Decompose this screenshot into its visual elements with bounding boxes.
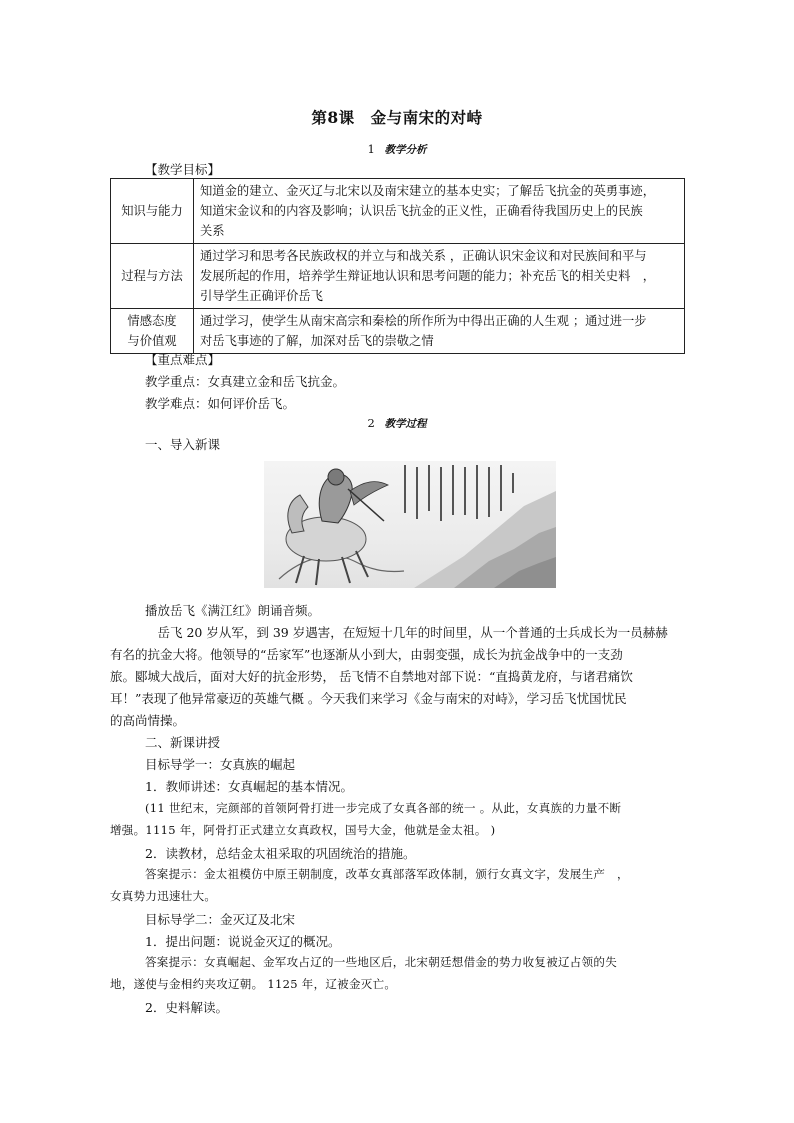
goal-line: 知道宋金议和的内容及影响；认识岳飞抗金的正义性，正确看待我国历史上的民族	[200, 204, 643, 218]
section-label: 教学分析	[384, 144, 427, 156]
goal-line: 知道金的建立、金灭辽与北宋以及南宋建立的基本史实；了解岳飞抗金的英勇事迹，	[200, 184, 655, 198]
yuefei-illustration	[264, 461, 556, 588]
goal-label-line: 情感态度	[127, 314, 177, 328]
intro-line: 耳！”表现了他异常豪迈的英雄气概 。今天我们来学习《金与南宋的对峙》，学习岳飞忧国忧民	[110, 691, 627, 706]
intro-line: 岳飞 20 岁从军，到 39 岁遇害，在短短十几年的时间里，从一个普通的士兵成长为一员赫赫	[145, 625, 668, 640]
goal-row	[111, 244, 685, 309]
goal-line: 对岳飞事迹的了解，加深对岳飞的崇敬之情	[200, 334, 434, 348]
item: 2．读教材，总结金太祖采取的巩固统治的措施。	[145, 846, 416, 861]
key-heading: 【重点难点】	[145, 352, 221, 367]
item: 1．提出问题：说说金灭辽的概况。	[145, 934, 341, 949]
section-heading-analysis	[0, 142, 794, 157]
goals-heading: 【教学目标】	[145, 162, 221, 177]
difficult-point: 教学难点：如何评价岳飞。	[145, 396, 296, 411]
goal-content	[194, 179, 685, 244]
goal-label	[111, 309, 194, 354]
goal-line: 通过学习，使学生从南宋高宗和秦桧的所作所为中得出正确的人生观 ；通过进一步	[200, 314, 647, 328]
note-line: 增强。1115 年，阿骨打正式建立女真政权，国号大金，他就是金太祖。 )	[110, 823, 496, 837]
intro-line: 旅。郾城大战后，面对大好的抗金形势， 岳飞情不自禁地对部下说：“直捣黄龙府，与诸君痛饮	[110, 669, 633, 684]
goal-line: 关系	[200, 224, 225, 238]
yuefei-illustration-art	[264, 461, 556, 588]
goal-line: 发展所起的作用，培养学生辩证地认识和思考问题的能力；补充岳飞的相关史料 ，	[200, 269, 655, 283]
target-heading: 目标导学一：女真族的崛起	[145, 757, 296, 772]
section-number: 1	[367, 142, 375, 156]
lesson-title: 第8课 金与南宋的对峙	[311, 108, 483, 127]
teaching-goals-table	[110, 178, 685, 354]
item: 1．教师讲述：女真崛起的基本情况。	[145, 779, 353, 794]
section-label: 教学过程	[384, 418, 427, 430]
goal-content	[194, 244, 685, 309]
goal-row	[111, 179, 685, 244]
note-line: (11 世纪末，完颜部的首领阿骨打进一步完成了女真各部的统一 。从此，女真族的力量不断	[145, 801, 622, 815]
answer-line: 女真势力迅速壮大。	[110, 889, 217, 903]
answer-line: 答案提示：女真崛起、金军攻占辽的一些地区后，北宋朝廷想借金的势力收复被辽占领的失	[145, 955, 617, 969]
section-heading-process	[0, 416, 794, 431]
goal-label-line: 与价值观	[127, 334, 177, 348]
goal-content	[194, 309, 685, 354]
answer-line: 答案提示：金太祖模仿中原王朝制度，改革女真部落军政体制，颁行女真文字，发展生产 ，	[145, 867, 629, 881]
goal-label: 知识与能力	[111, 179, 194, 244]
target-heading: 目标导学二：金灭辽及北宋	[145, 912, 296, 927]
key-point: 教学重点：女真建立金和岳飞抗金。	[145, 374, 346, 389]
goal-line: 引导学生正确评价岳飞	[200, 289, 323, 303]
goal-line: 通过学习和思考各民族政权的并立与和战关系 ，正确认识宋金议和对民族间和平与	[200, 249, 647, 263]
goal-row	[111, 309, 685, 354]
intro-line: 有名的抗金大将。他领导的“岳家军”也逐渐从小到大，由弱变强，成长为抗金战争中的一支劲	[110, 647, 623, 662]
part1-heading: 一、导入新课	[145, 437, 221, 452]
item: 2．史料解读。	[145, 1000, 228, 1015]
intro-line: 的高尚情操。	[110, 713, 186, 728]
answer-line: 地，遂使与金相约夹攻辽朝。 1125 年，辽被金灭亡。	[110, 977, 397, 991]
section-number: 2	[367, 416, 375, 430]
goal-label: 过程与方法	[111, 244, 194, 309]
part2-heading: 二、新课讲授	[145, 735, 221, 750]
intro-line: 播放岳飞《满江红》朗诵音频。	[145, 603, 321, 618]
